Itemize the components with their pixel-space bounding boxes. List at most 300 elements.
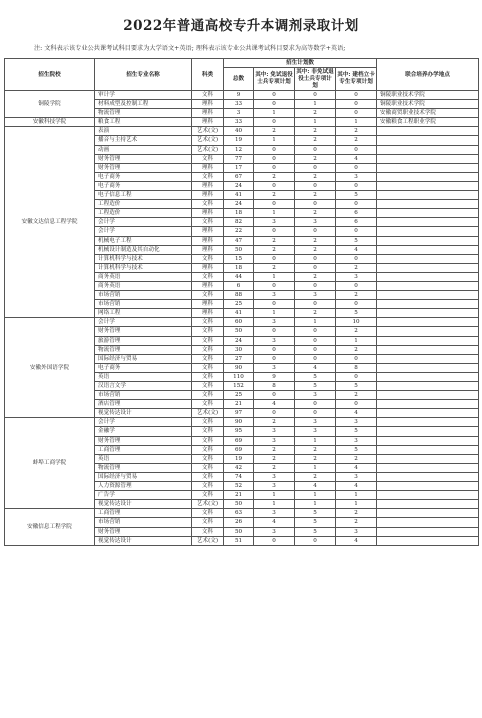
category: 理科 <box>192 309 224 318</box>
category: 理科 <box>192 100 224 109</box>
veteran-count: 1 <box>254 309 295 318</box>
poverty-count: 0 <box>336 281 377 290</box>
total-count: 3 <box>224 109 254 118</box>
non-exempt-veteran-count: 0 <box>295 300 336 309</box>
poverty-count: 2 <box>336 509 377 518</box>
partner-site: 铜陵职业技术学院 <box>377 100 479 109</box>
major-name: 人力资源管理 <box>95 482 192 491</box>
veteran-count: 0 <box>254 354 295 363</box>
veteran-count: 1 <box>254 209 295 218</box>
non-exempt-veteran-count: 2 <box>295 445 336 454</box>
poverty-count: 1 <box>336 500 377 509</box>
category: 文科 <box>192 291 224 300</box>
total-count: 24 <box>224 336 254 345</box>
veteran-count: 3 <box>254 527 295 536</box>
partner-site <box>377 472 479 481</box>
non-exempt-veteran-count: 5 <box>295 372 336 381</box>
non-exempt-veteran-count: 3 <box>295 391 336 400</box>
major-name: 会计学 <box>95 418 192 427</box>
poverty-count: 5 <box>336 427 377 436</box>
partner-site <box>377 209 479 218</box>
non-exempt-veteran-count: 3 <box>295 218 336 227</box>
major-name: 英语 <box>95 454 192 463</box>
total-count: 41 <box>224 191 254 200</box>
veteran-count: 0 <box>254 391 295 400</box>
admission-plan-table <box>4 58 479 546</box>
major-name: 国际经济与贸易 <box>95 472 192 481</box>
header-school: 招生院校 <box>5 59 95 91</box>
category: 文科 <box>192 472 224 481</box>
total-count: 25 <box>224 300 254 309</box>
major-name: 动画 <box>95 145 192 154</box>
veteran-count: 0 <box>254 254 295 263</box>
poverty-count: 0 <box>336 109 377 118</box>
partner-site <box>377 372 479 381</box>
major-name: 电子商务 <box>95 181 192 190</box>
non-exempt-veteran-count: 1 <box>295 118 336 127</box>
category: 文科 <box>192 318 224 327</box>
partner-site <box>377 336 479 345</box>
total-count: 12 <box>224 145 254 154</box>
category: 艺术(文) <box>192 409 224 418</box>
poverty-count: 4 <box>336 536 377 545</box>
major-name: 物流管理 <box>95 109 192 118</box>
poverty-count: 0 <box>336 100 377 109</box>
poverty-count: 4 <box>336 463 377 472</box>
non-exempt-veteran-count: 2 <box>295 272 336 281</box>
category: 艺术(文) <box>192 127 224 136</box>
category: 文科 <box>192 363 224 372</box>
veteran-count: 1 <box>254 500 295 509</box>
partner-site <box>377 327 479 336</box>
veteran-count: 4 <box>254 518 295 527</box>
partner-site <box>377 491 479 500</box>
partner-site <box>377 291 479 300</box>
non-exempt-veteran-count: 0 <box>295 181 336 190</box>
partner-site <box>377 409 479 418</box>
category: 理科 <box>192 191 224 200</box>
partner-site <box>377 154 479 163</box>
partner-site <box>377 191 479 200</box>
total-count: 63 <box>224 509 254 518</box>
total-count: 50 <box>224 245 254 254</box>
non-exempt-veteran-count: 1 <box>295 318 336 327</box>
poverty-count: 0 <box>336 181 377 190</box>
veteran-count: 0 <box>254 91 295 100</box>
poverty-count: 4 <box>336 482 377 491</box>
non-exempt-veteran-count: 0 <box>295 354 336 363</box>
non-exempt-veteran-count: 1 <box>295 500 336 509</box>
veteran-count: 8 <box>254 382 295 391</box>
veteran-count: 2 <box>254 245 295 254</box>
veteran-count: 0 <box>254 536 295 545</box>
non-exempt-veteran-count: 0 <box>295 345 336 354</box>
category: 理科 <box>192 118 224 127</box>
partner-site <box>377 272 479 281</box>
major-name: 工商管理 <box>95 509 192 518</box>
category: 文科 <box>192 272 224 281</box>
veteran-count: 2 <box>254 418 295 427</box>
poverty-count: 2 <box>336 345 377 354</box>
veteran-count: 3 <box>254 218 295 227</box>
non-exempt-veteran-count: 0 <box>295 91 336 100</box>
non-exempt-veteran-count: 0 <box>295 263 336 272</box>
major-name: 金融学 <box>95 427 192 436</box>
total-count: 77 <box>224 154 254 163</box>
partner-site <box>377 318 479 327</box>
poverty-count: 0 <box>336 400 377 409</box>
poverty-count: 1 <box>336 118 377 127</box>
non-exempt-veteran-count: 0 <box>295 163 336 172</box>
veteran-count: 3 <box>254 472 295 481</box>
poverty-count: 8 <box>336 363 377 372</box>
veteran-count: 2 <box>254 454 295 463</box>
poverty-count: 3 <box>336 272 377 281</box>
category: 文科 <box>192 436 224 445</box>
total-count: 19 <box>224 136 254 145</box>
veteran-count: 2 <box>254 445 295 454</box>
total-count: 60 <box>224 318 254 327</box>
poverty-count: 5 <box>336 309 377 318</box>
total-count: 82 <box>224 218 254 227</box>
total-count: 24 <box>224 181 254 190</box>
partner-site <box>377 163 479 172</box>
major-name: 电子商务 <box>95 172 192 181</box>
total-count: 88 <box>224 291 254 300</box>
partner-site <box>377 527 479 536</box>
poverty-count: 5 <box>336 236 377 245</box>
veteran-count: 2 <box>254 263 295 272</box>
major-name: 酒店管理 <box>95 400 192 409</box>
partner-site <box>377 245 479 254</box>
category: 理科 <box>192 281 224 290</box>
major-name: 会计学 <box>95 318 192 327</box>
major-name: 电子商务 <box>95 363 192 372</box>
poverty-count: 2 <box>336 454 377 463</box>
table-row <box>5 418 479 427</box>
major-name: 市场营销 <box>95 391 192 400</box>
non-exempt-veteran-count: 4 <box>295 482 336 491</box>
non-exempt-veteran-count: 2 <box>295 127 336 136</box>
non-exempt-veteran-count: 3 <box>295 418 336 427</box>
total-count: 97 <box>224 409 254 418</box>
total-count: 110 <box>224 372 254 381</box>
non-exempt-veteran-count: 2 <box>295 309 336 318</box>
poverty-count: 0 <box>336 91 377 100</box>
major-name: 市场营销 <box>95 291 192 300</box>
table-row <box>5 118 479 127</box>
non-exempt-veteran-count: 1 <box>295 491 336 500</box>
major-name: 商务英语 <box>95 281 192 290</box>
poverty-count: 6 <box>336 209 377 218</box>
major-name: 表演 <box>95 127 192 136</box>
major-name: 市场营销 <box>95 300 192 309</box>
partner-site: 安徽商贸职业技术学院 <box>377 109 479 118</box>
total-count: 26 <box>224 518 254 527</box>
category: 理科 <box>192 300 224 309</box>
major-name: 视觉传达设计 <box>95 536 192 545</box>
veteran-count: 9 <box>254 372 295 381</box>
veteran-count: 0 <box>254 327 295 336</box>
total-count: 41 <box>224 309 254 318</box>
total-count: 18 <box>224 209 254 218</box>
partner-site <box>377 363 479 372</box>
category: 文科 <box>192 327 224 336</box>
major-name: 国际经济与贸易 <box>95 354 192 363</box>
poverty-count: 2 <box>336 391 377 400</box>
category: 艺术(文) <box>192 500 224 509</box>
total-count: 25 <box>224 391 254 400</box>
major-name: 会计学 <box>95 218 192 227</box>
veteran-count: 1 <box>254 136 295 145</box>
partner-site <box>377 127 479 136</box>
non-exempt-veteran-count: 0 <box>295 400 336 409</box>
major-name: 广告学 <box>95 491 192 500</box>
veteran-count: 0 <box>254 118 295 127</box>
veteran-count: 2 <box>254 127 295 136</box>
poverty-count: 1 <box>336 491 377 500</box>
non-exempt-veteran-count: 1 <box>295 463 336 472</box>
school-name: 铜陵学院 <box>5 91 95 118</box>
total-count: 33 <box>224 118 254 127</box>
category: 艺术(文) <box>192 536 224 545</box>
veteran-count: 2 <box>254 463 295 472</box>
poverty-count: 5 <box>336 382 377 391</box>
poverty-count: 3 <box>336 527 377 536</box>
poverty-count: 0 <box>336 254 377 263</box>
veteran-count: 2 <box>254 172 295 181</box>
major-name: 网络工程 <box>95 309 192 318</box>
category: 文科 <box>192 254 224 263</box>
total-count: 21 <box>224 400 254 409</box>
veteran-count: 0 <box>254 227 295 236</box>
veteran-count: 0 <box>254 300 295 309</box>
partner-site <box>377 263 479 272</box>
header-veteran: 其中: 免试退役士兵专项计划 <box>254 68 295 91</box>
category: 文科 <box>192 509 224 518</box>
school-name: 安徽外国语学院 <box>5 318 95 418</box>
partner-site <box>377 436 479 445</box>
non-exempt-veteran-count: 5 <box>295 382 336 391</box>
category: 艺术(文) <box>192 136 224 145</box>
poverty-count: 6 <box>336 218 377 227</box>
header-major: 招生专业名称 <box>95 59 192 91</box>
non-exempt-veteran-count: 2 <box>295 172 336 181</box>
non-exempt-veteran-count: 1 <box>295 100 336 109</box>
partner-site <box>377 463 479 472</box>
total-count: 44 <box>224 272 254 281</box>
category: 理科 <box>192 263 224 272</box>
partner-site <box>377 391 479 400</box>
non-exempt-veteran-count: 5 <box>295 527 336 536</box>
total-count: 74 <box>224 472 254 481</box>
partner-site <box>377 309 479 318</box>
major-name: 机械设计制造及其自动化 <box>95 245 192 254</box>
major-name: 英语 <box>95 372 192 381</box>
non-exempt-veteran-count: 5 <box>295 509 336 518</box>
total-count: 21 <box>224 491 254 500</box>
major-name: 财务管理 <box>95 154 192 163</box>
poverty-count: 2 <box>336 518 377 527</box>
partner-site <box>377 482 479 491</box>
category: 理科 <box>192 245 224 254</box>
veteran-count: 0 <box>254 145 295 154</box>
poverty-count: 0 <box>336 145 377 154</box>
total-count: 27 <box>224 354 254 363</box>
table-row <box>5 91 479 100</box>
major-name: 视觉传达设计 <box>95 409 192 418</box>
total-count: 6 <box>224 281 254 290</box>
veteran-count: 1 <box>254 491 295 500</box>
major-name: 粮食工程 <box>95 118 192 127</box>
header-non-exempt-veteran: 其中: 非免试退役士兵专项计划 <box>296 68 334 89</box>
major-name: 物流管理 <box>95 463 192 472</box>
total-count: 33 <box>224 100 254 109</box>
major-name: 材料成型及控制工程 <box>95 100 192 109</box>
partner-site <box>377 454 479 463</box>
category: 艺术(文) <box>192 145 224 154</box>
poverty-count: 3 <box>336 418 377 427</box>
table-body <box>5 91 479 546</box>
partner-site <box>377 145 479 154</box>
veteran-count: 2 <box>254 191 295 200</box>
partner-site <box>377 227 479 236</box>
category: 文科 <box>192 400 224 409</box>
partner-site <box>377 509 479 518</box>
non-exempt-veteran-count: 0 <box>295 145 336 154</box>
poverty-count: 1 <box>336 336 377 345</box>
partner-site <box>377 354 479 363</box>
poverty-count: 0 <box>336 163 377 172</box>
non-exempt-veteran-count: 2 <box>295 472 336 481</box>
poverty-count: 3 <box>336 472 377 481</box>
header-total: 总数 <box>224 68 254 91</box>
total-count: 17 <box>224 163 254 172</box>
category: 文科 <box>192 154 224 163</box>
veteran-count: 0 <box>254 281 295 290</box>
total-count: 15 <box>224 254 254 263</box>
veteran-count: 3 <box>254 436 295 445</box>
total-count: 19 <box>224 454 254 463</box>
poverty-count: 10 <box>336 318 377 327</box>
category: 文科 <box>192 200 224 209</box>
major-name: 商务英语 <box>95 272 192 281</box>
category: 理科 <box>192 181 224 190</box>
partner-site <box>377 382 479 391</box>
non-exempt-veteran-count: 3 <box>295 427 336 436</box>
veteran-count: 3 <box>254 318 295 327</box>
category: 文科 <box>192 491 224 500</box>
partner-site <box>377 136 479 145</box>
partner-site <box>377 518 479 527</box>
total-count: 9 <box>224 91 254 100</box>
veteran-count: 3 <box>254 336 295 345</box>
poverty-count: 4 <box>336 154 377 163</box>
major-name: 财务管理 <box>95 527 192 536</box>
veteran-count: 0 <box>254 154 295 163</box>
major-name: 会计学 <box>95 227 192 236</box>
total-count: 47 <box>224 236 254 245</box>
veteran-count: 3 <box>254 427 295 436</box>
table-row <box>5 509 479 518</box>
total-count: 50 <box>224 327 254 336</box>
category: 文科 <box>192 463 224 472</box>
total-count: 50 <box>224 527 254 536</box>
table-row <box>5 127 479 136</box>
poverty-count: 0 <box>336 200 377 209</box>
category: 文科 <box>192 518 224 527</box>
total-count: 152 <box>224 382 254 391</box>
category: 理科 <box>192 236 224 245</box>
major-name: 电子信息工程 <box>95 191 192 200</box>
category: 文科 <box>192 527 224 536</box>
non-exempt-veteran-count: 0 <box>295 409 336 418</box>
veteran-count: 3 <box>254 363 295 372</box>
category: 文科 <box>192 91 224 100</box>
poverty-count: 4 <box>336 245 377 254</box>
partner-site <box>377 172 479 181</box>
poverty-count: 3 <box>336 436 377 445</box>
header-poverty: 其中: 建档立卡专生专项计划 <box>336 68 377 91</box>
category: 文科 <box>192 218 224 227</box>
total-count: 90 <box>224 418 254 427</box>
non-exempt-veteran-count: 2 <box>295 209 336 218</box>
poverty-count: 2 <box>336 136 377 145</box>
veteran-count: 0 <box>254 345 295 354</box>
category: 理科 <box>192 109 224 118</box>
partner-site <box>377 445 479 454</box>
category: 文科 <box>192 382 224 391</box>
note-text: 注: 文科表示该专业公共课考试科目要求为大学语文+英语; 理科表示该专业公共课考试科目要求为高等数学+英语; <box>34 45 346 52</box>
major-name: 工程造价 <box>95 200 192 209</box>
non-exempt-veteran-count: 0 <box>295 327 336 336</box>
major-name: 审计学 <box>95 91 192 100</box>
non-exempt-veteran-count: 2 <box>295 109 336 118</box>
category: 文科 <box>192 172 224 181</box>
total-count: 40 <box>224 127 254 136</box>
non-exempt-veteran-count: 1 <box>295 436 336 445</box>
category: 文科 <box>192 391 224 400</box>
non-exempt-veteran-count: 0 <box>295 200 336 209</box>
poverty-count: 0 <box>336 300 377 309</box>
poverty-count: 2 <box>336 127 377 136</box>
non-exempt-veteran-count: 3 <box>295 291 336 300</box>
veteran-count: 0 <box>254 100 295 109</box>
partner-site <box>377 500 479 509</box>
total-count: 42 <box>224 463 254 472</box>
school-name: 安徽信息工程学院 <box>5 509 95 545</box>
partner-site: 安徽粮食工程职业学院 <box>377 118 479 127</box>
non-exempt-veteran-count: 2 <box>295 454 336 463</box>
partner-site <box>377 536 479 545</box>
category: 理科 <box>192 163 224 172</box>
major-name: 工程造价 <box>95 209 192 218</box>
major-name: 计算机科学与技术 <box>95 254 192 263</box>
poverty-count: 5 <box>336 191 377 200</box>
veteran-count: 3 <box>254 509 295 518</box>
category: 文科 <box>192 427 224 436</box>
non-exempt-veteran-count: 0 <box>295 227 336 236</box>
total-count: 69 <box>224 436 254 445</box>
non-exempt-veteran-count: 0 <box>295 254 336 263</box>
category: 文科 <box>192 336 224 345</box>
category: 文科 <box>192 418 224 427</box>
category: 文科 <box>192 372 224 381</box>
category: 文科 <box>192 482 224 491</box>
poverty-count: 2 <box>336 327 377 336</box>
partner-site <box>377 300 479 309</box>
veteran-count: 0 <box>254 163 295 172</box>
